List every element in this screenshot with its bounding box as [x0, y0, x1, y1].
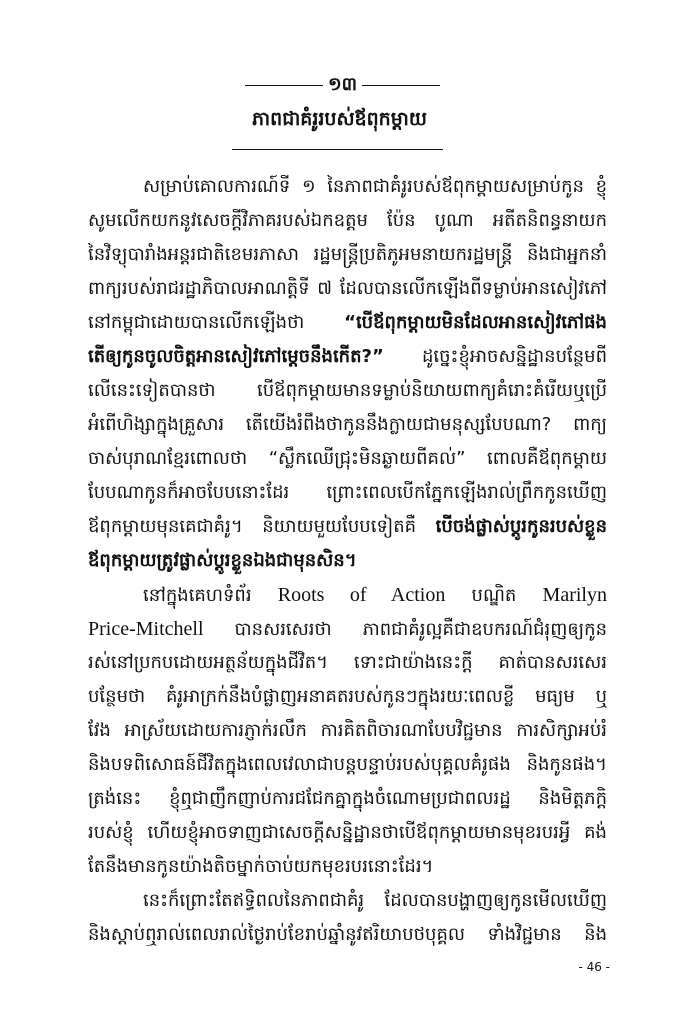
line-text: វែង អាស្រ័យដោយការភ្ញាក់រលឹក ការគិតពិចារណាបែបវិជ្ជមាន ការសិក្សាអប់រំ [88, 720, 607, 741]
ornament-rule-right [362, 85, 440, 86]
text-line [88, 612, 607, 646]
text-line [88, 544, 607, 578]
text-line [88, 578, 607, 612]
text-line [88, 408, 607, 442]
emphasis-bold-text: ឪពុកម្តាយត្រូវផ្លាស់ប្តូរខ្លួនឯងជាមុនសិន។ [88, 550, 357, 571]
author-name: Marilyn [542, 584, 607, 606]
text-line [88, 510, 607, 544]
line-text: ត្រង់នេះ ខ្ញុំឮជាញឹកញាប់ការជជែកគ្នាក្នុងចំណោមប្រជាពលរដ្ឋ និងមិត្តភក្តិ [88, 788, 607, 809]
line-text: ចាស់បុរាណខ្មែរពោលថា “ស្លឹកឈើជ្រុះមិនឆ្ងាយពីគល់” ពោលគឺឪពុកម្តាយ [88, 448, 607, 469]
chapter-heading-ornament [245, 72, 440, 98]
line-text: សូមលើកយកនូវសេចក្តីវិភាគរបស់ឯកឧត្តម ប៉ែន បូណា អតីតនិពន្ធនាយក [88, 210, 607, 231]
chapter-title: ភាពជាគំរូរបស់ឪពុកម្តាយ [252, 108, 427, 130]
text-line [88, 272, 607, 306]
line-text: រស់នៅប្រកបដោយអត្ថន័យក្នុងជីវិត។ ទោះជាយ៉ាងនេះក្តី គាត់បានសរសេរ [88, 652, 607, 673]
line-text: និងបទពិសោធន៍ជីវិតក្នុងពេលវេលាជាបន្តបន្ទាប់របស់បុគ្គលគំរូផង និងកូនផង។ [88, 754, 607, 775]
paragraph-3 [88, 884, 607, 952]
line-text: បណ្ឌិត [471, 585, 517, 606]
line-text: ដូច្នេះខ្ញុំអាចសន្និដ្ឋានបន្ថែមពី [421, 346, 607, 367]
line-text: លើនេះទៀតបានថា បើឪពុកម្តាយមានទម្លាប់និយាយពាក្យគំរោះគំរើយឬប្រើ [88, 380, 607, 401]
body-text [88, 170, 607, 952]
text-line [88, 884, 607, 918]
line-text: សម្រាប់គោលការណ៍ទី ១ នៃភាពជាគំរូរបស់ឪពុកម្តាយសម្រាប់កូន ខ្ញុំ [143, 176, 607, 197]
line-text: បែបណាកូនក៏អាចបែបនោះដែរ ព្រោះពេលបើកភ្នែកឡើងរាល់ព្រឹកកូនឃើញ [88, 482, 607, 503]
quote-bold-text: “បើឪពុកម្តាយមិនដែលអានសៀវភៅផង [344, 312, 607, 333]
text-line [88, 850, 607, 884]
text-line [88, 748, 607, 782]
line-text: របស់ខ្ញុំ ហើយខ្ញុំអាចទាញជាសេចក្តីសន្និដ្ឋានថាបើឪពុកម្តាយមានមុខរបរអ្វី គង់ [88, 822, 607, 843]
line-text: អំពើហិង្សាក្នុងគ្រួសារ តើយើងរំពឹងថាកូននឹងក្លាយជាមនុស្សបែបណា? ពាក្យ [88, 414, 607, 435]
text-line [88, 680, 607, 714]
website-name: Roots of Action [277, 584, 446, 606]
text-line [88, 646, 607, 680]
line-text: ពាក្យរបស់រាជរដ្ឋាភិបាលអាណត្តិទី ៧ ដែលបានលើកឡើងពីទម្លាប់អានសៀវភៅ [88, 278, 607, 299]
line-text: នៃវិទ្យុបារាំងអន្តរជាតិខេមរភាសា រដ្ឋមន្ត្រីប្រតិភូអមនាយករដ្ឋមន្ត្រី និងជាអ្នកនាំ [88, 244, 607, 265]
text-line [88, 476, 607, 510]
emphasis-bold-text: បើចង់ផ្លាស់ប្តូរកូនរបស់ខ្លួន [435, 516, 607, 537]
author-name: Price-Mitchell [88, 618, 204, 640]
text-line [88, 306, 607, 340]
title-underline [232, 149, 443, 150]
quote-bold-text: តើឲ្យកូនចូលចិត្តអានសៀវភៅម្តេចនឹងកើត?” [88, 346, 384, 367]
text-line [88, 782, 607, 816]
text-line [88, 918, 607, 952]
text-line [88, 204, 607, 238]
text-line [88, 816, 607, 850]
line-text: នេះក៏ព្រោះតែឥទ្ធិពលនៃភាពជាគំរូ ដែលបានបង្ហាញឲ្យកូនមើលឃើញ [143, 890, 607, 911]
line-text: នៅក្នុងគេហទំព័រ [143, 585, 252, 606]
text-line [88, 340, 607, 374]
page-number: - 46 - [578, 960, 610, 974]
text-line [88, 374, 607, 408]
text-line [88, 238, 607, 272]
ornament-rule-left [245, 85, 323, 86]
text-line [88, 442, 607, 476]
line-text: តែនឹងមានកូនយ៉ាងតិចម្នាក់ចាប់យកមុខរបរនោះដែរ។ [88, 856, 434, 877]
chapter-number: ១៣ [328, 74, 358, 95]
paragraph-1 [88, 170, 607, 578]
paragraph-2 [88, 578, 607, 884]
line-text: នៅកម្ពុជាដោយបានលើកឡើងថា [88, 312, 305, 333]
line-text: បន្ថែមថា គំរូអាក្រក់នឹងបំផ្លាញអនាគតរបស់កូនៗក្នុងរយៈពេលខ្លី មធ្យម ឬ [88, 686, 607, 707]
line-text: និងស្តាប់ឮរាល់ពេលរាល់ថ្ងៃរាប់ខែរាប់ឆ្នាំនូវឥរិយាបថបុគ្គល ទាំងវិជ្ជមាន និង [88, 924, 607, 945]
text-line [88, 714, 607, 748]
line-text: បានសរសេរថា ភាពជាគំរូល្អគឺជាឧបករណ៍ជំរុញឲ្យកូន [234, 619, 607, 640]
line-text: ឪពុកម្តាយមុនគេជាគំរូ។ និយាយមួយបែបទៀតគឺ [88, 516, 417, 537]
text-line [88, 170, 607, 204]
